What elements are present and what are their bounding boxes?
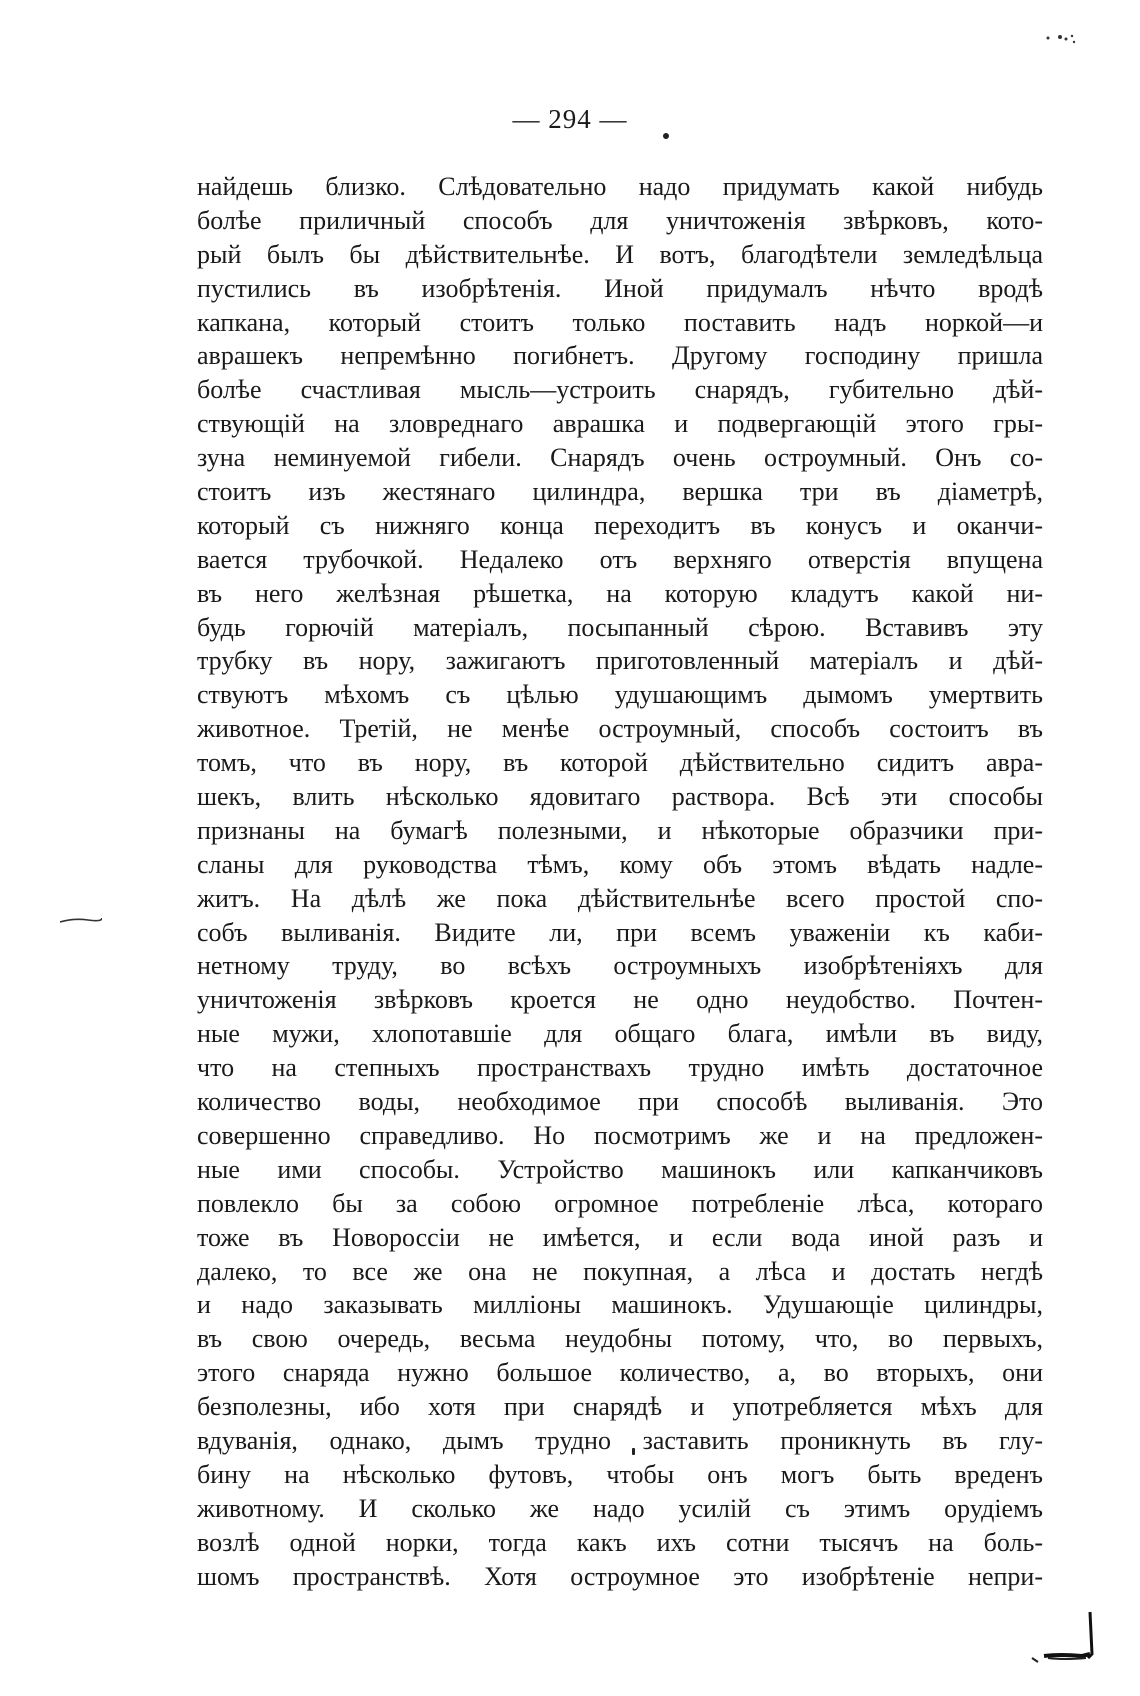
text-line: ствующій на зловреднаго аврашка и подвергающій этого гры- xyxy=(197,409,1043,439)
text-line: будь горючій матеріалъ, посыпанный сѣрою. Вставивъ эту xyxy=(197,612,1043,642)
text-line: ствуютъ мѣхомъ съ цѣлью удушающимъ дымомъ умертвить xyxy=(197,680,1043,710)
text-line: собъ выливанія. Видите ли, при всемъ уваженіи къ каби- xyxy=(197,917,1043,947)
text-line: тоже въ Новороссіи не имѣется, и если вода иной разъ и xyxy=(197,1222,1043,1252)
text-line: шомъ пространствѣ. Хотя остроумное это изобрѣтеніе непри- xyxy=(197,1561,1043,1591)
text-line: зуна неминуемой гибели. Снарядъ очень остроумный. Онъ со- xyxy=(197,443,1043,473)
corner-speckle-top xyxy=(1040,28,1090,48)
text-line: животному. И сколько же надо усилій съ этимъ орудіемъ xyxy=(197,1493,1043,1523)
text-line: трубку въ нору, зажигаютъ приготовленный матеріалъ и дѣй- xyxy=(197,646,1043,676)
text-line: совершенно справедливо. Но посмотримъ же и на предложен- xyxy=(197,1120,1043,1150)
text-line: найдешь близко. Слѣдовательно надо придумать какой нибудь xyxy=(197,172,1043,201)
text-line: бину на нѣсколько футовъ, чтобы онъ могъ быть вреденъ xyxy=(197,1459,1043,1489)
text-line: стоитъ изъ жестянаго цилиндра, вершка три въ діаметрѣ, xyxy=(197,477,1043,507)
text-line: болѣе приличный способъ для уничтоженія звѣрковъ, кото- xyxy=(197,205,1043,235)
text-line: шекъ, влить нѣсколько ядовитаго раствора. Всѣ эти способы xyxy=(197,782,1043,812)
text-line: ные ими способы. Устройство машинокъ или капканчиковъ xyxy=(197,1154,1043,1184)
text-line: нетному труду, во всѣхъ остроумныхъ изобрѣтеніяхъ для xyxy=(197,951,1043,981)
text-line: въ него желѣзная рѣшетка, на которую кладутъ какой ни- xyxy=(197,578,1043,608)
margin-pencil-mark xyxy=(60,916,102,924)
text-line: вается трубочкой. Недалеко отъ верхняго отверстія впущена xyxy=(197,544,1043,574)
text-line: возлѣ одной норки, тогда какъ ихъ сотни тысячъ на боль- xyxy=(197,1527,1043,1557)
text-line: и надо заказывать милліоны машинокъ. Удушающіе цилиндры, xyxy=(197,1290,1043,1320)
text-line: который съ нижняго конца переходитъ въ конусъ и оканчи- xyxy=(197,510,1043,540)
text-line: житъ. На дѣлѣ же пока дѣйствительнѣе всего простой спо- xyxy=(197,883,1043,913)
page-number: — 294 — xyxy=(512,104,628,134)
text-line: томъ, что въ нору, въ которой дѣйствительно сидитъ авра- xyxy=(197,748,1043,778)
text-line: пустились въ изобрѣтенія. Иной придумалъ нѣчто вродѣ xyxy=(197,273,1043,303)
text-line: капкана, который стоитъ только поставить надъ норкой—и xyxy=(197,307,1043,337)
text-line: повлекло бы за собою огромное потребленіе лѣса, котораго xyxy=(197,1188,1043,1218)
text-line: уничтоженія звѣрковъ кроется не одно неудобство. Почтен- xyxy=(197,985,1043,1015)
text-line: ные мужи, хлопотавшіе для общаго блага, имѣли въ виду, xyxy=(197,1019,1043,1049)
text-line: вдуванія, однако, дымъ трудно заставить проникнуть въ глу- xyxy=(197,1425,1043,1455)
text-line: животное. Третій, не менѣе остроумный, способъ состоитъ въ xyxy=(197,714,1043,744)
text-line: далеко, то все же она не покупная, а лѣса и достать негдѣ xyxy=(197,1256,1043,1286)
text-line: этого снаряда нужно большое количество, а, во вторыхъ, они xyxy=(197,1358,1043,1388)
text-line: сланы для руководства тѣмъ, кому объ этомъ вѣдать надле- xyxy=(197,849,1043,879)
text-line: безполезны, ибо хотя при снарядѣ и употребляется мѣхъ для xyxy=(197,1392,1043,1422)
text-line: болѣе счастливая мысль—устроить снарядъ, губительно дѣй- xyxy=(197,375,1043,405)
corner-speckle-bottom xyxy=(1030,1610,1105,1670)
body-text xyxy=(197,170,1043,1593)
ink-speck xyxy=(663,133,669,139)
text-line: что на степныхъ пространствахъ трудно имѣть достаточное xyxy=(197,1053,1043,1083)
text-line: аврашекъ непремѣнно погибнетъ. Другому господину пришла xyxy=(197,341,1043,371)
text-line: въ свою очередь, весьма неудобны потому, что, во первыхъ, xyxy=(197,1324,1043,1354)
text-line: рый былъ бы дѣйствительнѣе. И вотъ, благодѣтели земледѣльца xyxy=(197,239,1043,269)
text-line: признаны на бумагѣ полезными, и нѣкоторые образчики при- xyxy=(197,815,1043,845)
text-line: количество воды, необходимое при способѣ выливанія. Это xyxy=(197,1087,1043,1117)
